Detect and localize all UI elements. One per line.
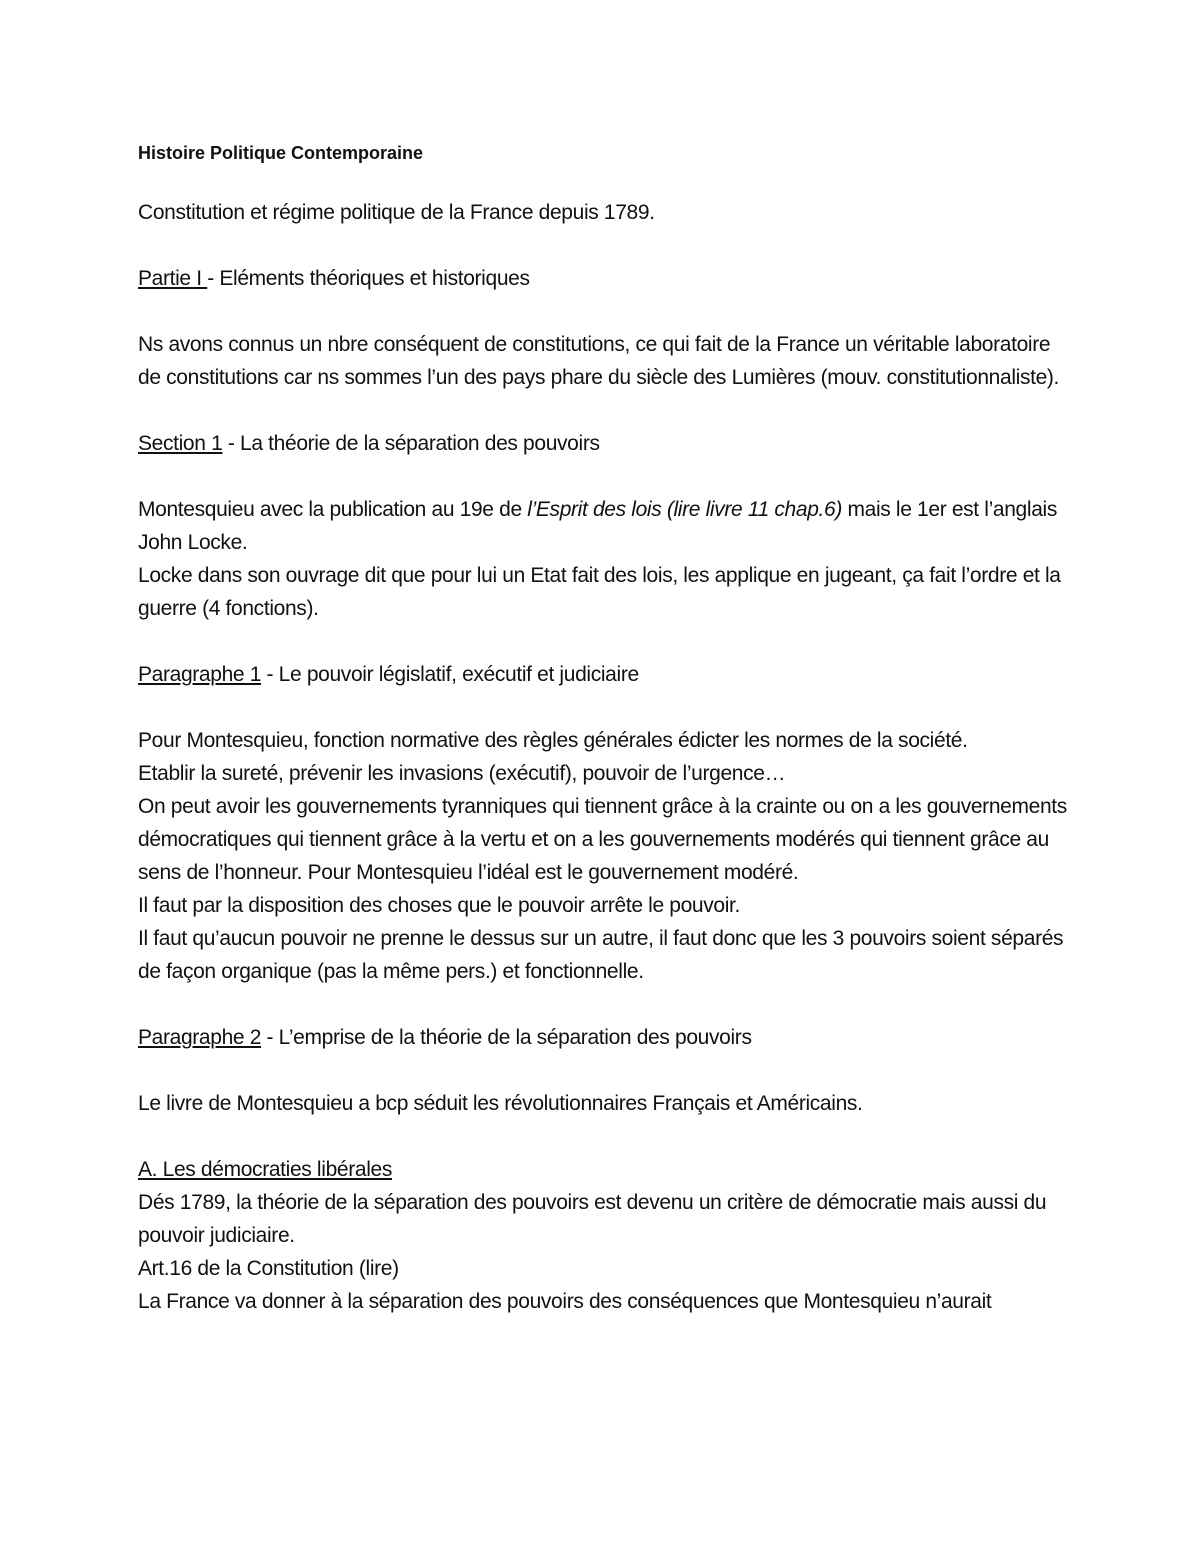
paragraphe2-text: - L’emprise de la théorie de la séparation des pouvoirs xyxy=(261,1026,752,1049)
subsection-a-line: La France va donner à la séparation des pouvoirs des conséquences que Montesquieu n’aurait xyxy=(138,1290,992,1313)
intro-paragraph: Ns avons connus un nbre conséquent de constitutions, ce qui fait de la France un véritable laboratoire de constitutions car ns sommes l’un des pays phare du siècle des Lumières (mouv. constitutionnaliste). xyxy=(138,333,1060,389)
paragraphe1-line: Il faut par la disposition des choses que le pouvoir arrête le pouvoir. xyxy=(138,894,741,917)
document-title: Histoire Politique Contemporaine xyxy=(138,143,424,163)
paragraphe2-label: Paragraphe 2 xyxy=(138,1026,262,1049)
partie-text: - Eléments théoriques et historiques xyxy=(207,267,530,290)
montesquieu-part1: Montesquieu avec la publication au 19e de xyxy=(138,498,528,521)
paragraphe2-heading xyxy=(138,1021,1068,1054)
subsection-a-heading xyxy=(138,1153,1068,1186)
subsection-a-line: Dés 1789, la théorie de la séparation des pouvoirs est devenu un critère de démocratie mais aussi du pouvoir judiciaire. xyxy=(138,1191,1047,1247)
locke-paragraph: Locke dans son ouvrage dit que pour lui un Etat fait des lois, les applique en jugeant, ça fait l’ordre et la guerre (4 fonctions). xyxy=(138,564,1061,620)
document-subtitle: Constitution et régime politique de la France depuis 1789. xyxy=(138,201,655,224)
subsection-a-line: Art.16 de la Constitution (lire) xyxy=(138,1257,399,1280)
paragraphe1-line: Pour Montesquieu, fonction normative des règles générales édicter les normes de la société. xyxy=(138,729,968,752)
paragraphe1-line: Etablir la sureté, prévenir les invasions (exécutif), pouvoir de l’urgence… xyxy=(138,762,786,785)
paragraphe1-label: Paragraphe 1 xyxy=(138,663,262,686)
section-label: Section 1 xyxy=(138,432,223,455)
partie-heading xyxy=(138,262,1068,295)
subsection-a-label: A. Les démocraties libérales xyxy=(138,1158,392,1181)
paragraphe1-line: Il faut qu’aucun pouvoir ne prenne le dessus sur un autre, il faut donc que les 3 pouvoirs soient séparés de façon organique (pas la même pers.) et fonctionnelle. xyxy=(138,927,1064,983)
montesquieu-italic: l’Esprit des lois (lire livre 11 chap.6) xyxy=(527,498,842,521)
paragraphe1-heading xyxy=(138,658,1068,691)
section-text: - La théorie de la séparation des pouvoirs xyxy=(222,432,600,455)
paragraphe2-paragraph: Le livre de Montesquieu a bcp séduit les révolutionnaires Français et Américains. xyxy=(138,1092,863,1115)
partie-label: Partie I xyxy=(138,267,208,290)
montesquieu-paragraph xyxy=(138,493,1068,559)
paragraphe1-line: On peut avoir les gouvernements tyranniques qui tiennent grâce à la crainte ou on a les gouvernements démocratiques qui tiennent grâce à la vertu et on a les gouvernements modérés qui tiennent grâce au sens de l’honneur. Pour Montesquieu l’idéal est le gouvernement modéré. xyxy=(138,795,1067,884)
section-heading xyxy=(138,427,1068,460)
paragraphe1-text: - Le pouvoir législatif, exécutif et judiciaire xyxy=(261,663,639,686)
document-body xyxy=(138,140,1068,1318)
montesquieu-part2: mais le 1er est l’anglais John Locke. xyxy=(138,498,1057,554)
